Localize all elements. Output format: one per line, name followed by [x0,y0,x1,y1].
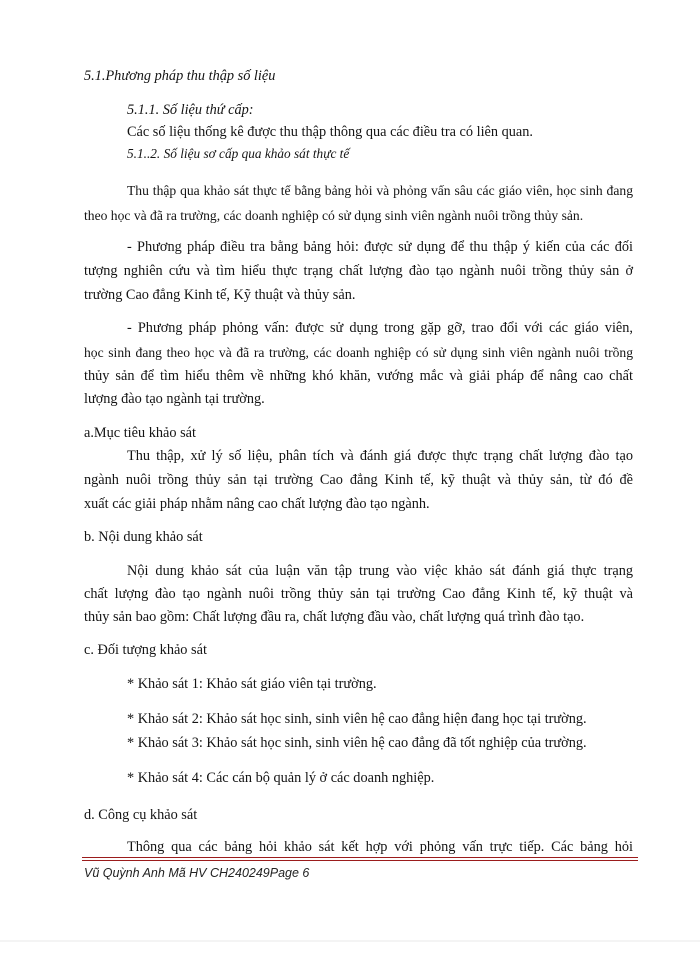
footer-rule [82,857,638,858]
item-a-line: Thu thập, xử lý số liệu, phân tích và đánh giá được thực trạng chất lượng đào tạo [127,448,633,464]
subsection-1-text: Các số liệu thống kê được thu thập thông qua các điều tra có liên quan. [127,124,533,140]
item-c-heading: c. Đối tượng khảo sát [84,642,207,658]
item-b-line: thủy sản bao gồm: Chất lượng đầu ra, chất lượng đầu vào, chất lượng quá trình đào tạo. [84,609,585,625]
item-d-text: Thông qua các bảng hỏi khảo sát kết hợp với phỏng vấn trực tiếp. Các bảng hỏi [127,839,633,855]
survey-list-item: * Khảo sát 2: Khảo sát học sinh, sinh viên hệ cao đẳng hiện đang học tại trường. [127,711,587,727]
item-d-heading: d. Công cụ khảo sát [84,807,198,823]
paragraph-1-line: theo học và đã ra trường, các doanh nghiệp có sử dụng sinh viên ngành nuôi trồng thủy sản. [84,208,584,223]
paragraph-3-line: lượng đào tạo ngành tại trường. [84,391,265,407]
item-b-line: Nội dung khảo sát của luận văn tập trung vào việc khảo sát đánh giá thực trạng [127,563,633,579]
paragraph-3-line: học sinh đang theo học và đã ra trường, các doanh nghiệp có sử dụng sinh viên ngành nuôi trồng [84,345,633,360]
paragraph-2-line: - Phương pháp điều tra bằng bảng hỏi: được sử dụng để thu thập ý kiến của các đối [127,239,633,255]
paragraph-2-line: trường Cao đẳng Kinh tế, Kỹ thuật và thủy sản. [84,287,356,303]
page-edge [0,940,700,942]
survey-list-item: * Khảo sát 4: Các cán bộ quản lý ở các doanh nghiệp. [127,770,435,786]
item-a-line: ngành nuôi trồng thủy sản tại trường Cao đẳng Kinh tế, kỹ thuật và thủy sản, từ đó đề [84,472,633,488]
survey-list-item: * Khảo sát 1: Khảo sát giáo viên tại trường. [127,676,377,692]
paragraph-3-line: thủy sản để tìm hiểu thêm về những khó khăn, vướng mắc và giải pháp để nâng cao chất [84,368,633,384]
item-b-line: chất lượng đào tạo ngành nuôi trồng thủy sản tại trường Cao đẳng Kinh tế, kỹ thuật và [84,586,633,602]
subsection-2-heading: 5.1..2. Số liệu sơ cấp qua khảo sát thực tế [127,146,350,161]
footer-rule [82,860,638,861]
item-a-heading: a.Mục tiêu khảo sát [84,425,196,441]
paragraph-2-line: tượng nghiên cứu và tìm hiểu thực trạng chất lượng đào tạo ngành nuôi trồng thủy sản ở [84,263,633,279]
page-footer: Vũ Quỳnh Anh Mã HV CH240249Page 6 [84,866,310,880]
survey-list-item: * Khảo sát 3: Khảo sát học sinh, sinh viên hệ cao đẳng đã tốt nghiệp của trường. [127,735,587,751]
item-a-line: xuất các giải pháp nhằm nâng cao chất lượng đào tạo ngành. [84,496,430,512]
section-heading: 5.1.Phương pháp thu thập số liệu [84,68,276,84]
item-b-heading: b. Nội dung khảo sát [84,529,203,545]
subsection-1-heading: 5.1.1. Số liệu thứ cấp: [127,102,254,118]
paragraph-3-line: - Phương pháp phỏng vấn: được sử dụng trong gặp gỡ, trao đổi với các giáo viên, [127,320,633,336]
paragraph-1-line: Thu thập qua khảo sát thực tế bằng bảng hỏi và phỏng vấn sâu các giáo viên, học sinh đang [127,183,633,198]
